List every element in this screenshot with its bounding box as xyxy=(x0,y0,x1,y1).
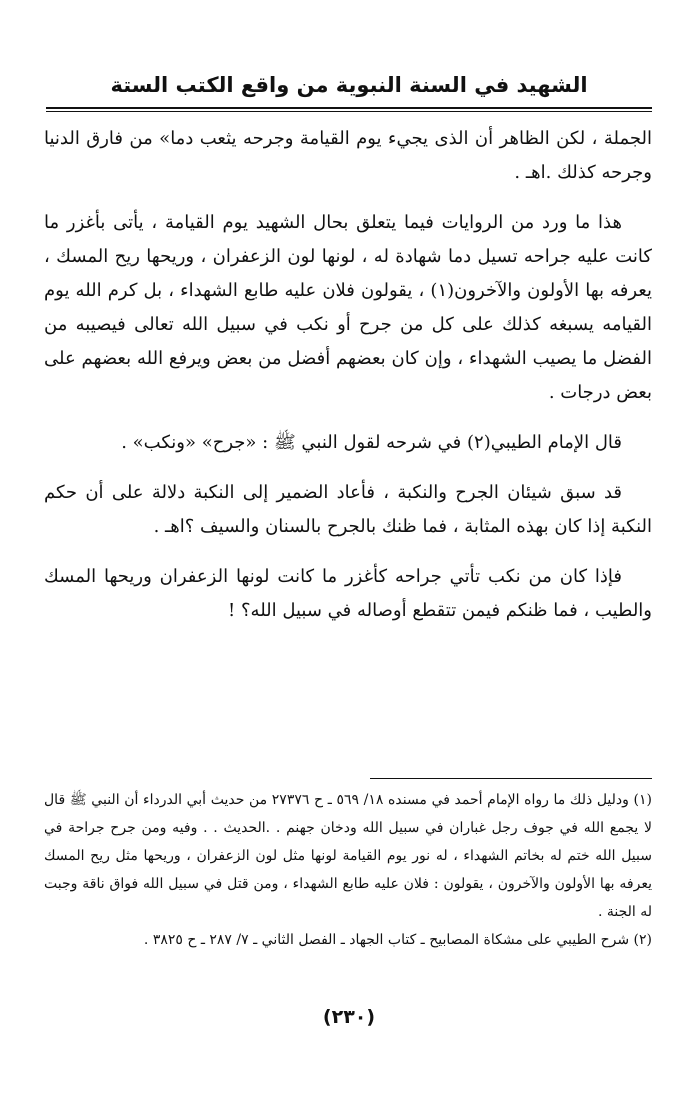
footnotes xyxy=(44,786,652,954)
paragraph: قد سبق شيئان الجرح والنكبة ، فأعاد الضمير إلى النكبة دلالة على أن حكم النكبة إذا كان بهذه المثابة ، فما ظنك بالجرح بالسنان والسيف ؟اهـ . xyxy=(44,482,652,537)
main-text xyxy=(44,122,652,644)
footnote-1: (١) ودليل ذلك ما رواه الإمام أحمد في مسنده ١٨/ ٥٦٩ ـ ح ٢٧٣٧٦ من حديث أبي الدرداء أن النبي ﷺ قال لا يجمع الله في جوف رجل غباران في سبيل الله ودخان جهنم . .الحديث . . وفيه ومن جرح جراحة في سبيل الله ختم له بخاتم الشهداء ، له نور يوم القيامة لونها مثل لون الزعفران ، وريحها مثل ريح المسك يعرفه بها الأولون والآخرون ، يقولون : فلان عليه طابع الشهداء ، ومن قتل في سبيل الله فواق ناقة وجبت له الجنة . xyxy=(44,792,653,920)
header-rule xyxy=(46,107,652,112)
paragraph: هذا ما ورد من الروايات فيما يتعلق بحال الشهيد يوم القيامة ، يأتى بأغزر ما كانت عليه جراحه تسيل دما شهادة له ، لونها لون الزعفران ، وريحها ريح المسك ، يعرفه بها الأولون والآخرون(١) ، يقولون فلان عليه طابع الشهداء ، بل كرم الله يوم القيامه يسبغه كذلك على كل من جرح أو نكب في سبيل الله تعالى فيصيبه من الفضل ما يصيب الشهداء ، وإن كان بعضهم أفضل من بعض ويرفع الله بعضهم على بعض درجات . xyxy=(44,212,652,403)
footnote-rule xyxy=(370,778,652,779)
paragraph: قال الإمام الطيبي(٢) في شرحه لقول النبي ﷺ : «جرح» «ونكب» . xyxy=(121,432,622,453)
paragraph: فإذا كان من نكب تأتي جراحه كأغزر ما كانت لونها الزعفران وريحها المسك والطيب ، فما ظنكم فيمن تتقطع أوصاله في سبيل الله؟ ! xyxy=(44,566,652,621)
footnote-2: (٢) شرح الطيبي على مشكاة المصابيح ـ كتاب الجهاد ـ الفصل الثاني ـ ٧/ ٢٨٧ ـ ح ٣٨٢٥ . xyxy=(143,932,652,948)
running-title: الشهيد في السنة النبوية من واقع الكتب الستة xyxy=(110,73,588,97)
paragraph-continuation: الجملة ، لكن الظاهر أن الذى يجيء يوم القيامة وجرحه يثعب دما» من فارق الدنيا وجرحه كذلك .اهـ . xyxy=(44,128,652,183)
page-number: (٢٣٠) xyxy=(322,1006,376,1028)
